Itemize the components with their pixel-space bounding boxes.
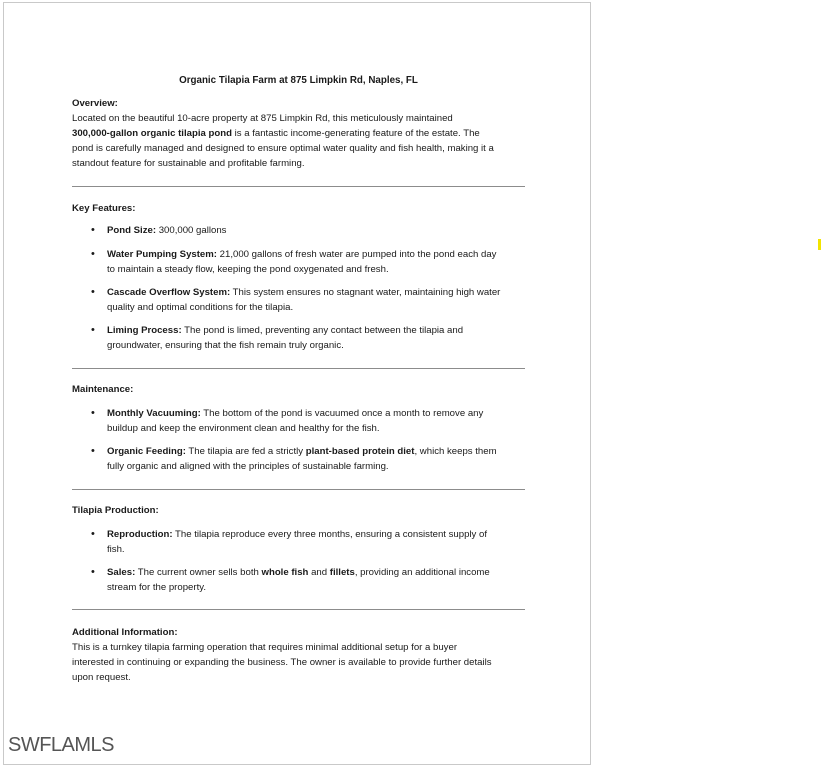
key-features-heading: Key Features: [72,203,136,214]
feature-liming-process: Liming Process: The pond is limed, preventing any contact between the tilapia and groundwater, ensuring that the fish remain truly organic. [107,325,464,351]
maintenance-vacuuming: Monthly Vacuuming: The bottom of the pond is vacuumed once a month to remove any buildup and keep the environment clean and healthy for the fish. [107,408,484,434]
bullet-marker: • [91,445,95,457]
maintenance-feeding: Organic Feeding: The tilapia are fed a strictly plant-based protein diet, which keeps them fully organic and aligned with the principles of sustainable farming. [107,446,497,472]
additional-line-2: interested in continuing or expanding the business. The owner is available to provide further details [72,657,492,668]
document-page [3,2,591,765]
feature-water-pumping: Water Pumping System: 21,000 gallons of fresh water are pumped into the pond each day to maintain a steady flow, keeping the pond oxygenated and fresh. [107,249,497,275]
feature-pond-size: Pond Size: 300,000 gallons [107,225,227,236]
additional-line-3: upon request. [72,672,131,683]
production-heading: Tilapia Production: [72,505,159,516]
production-sales: Sales: The current owner sells both whole fish and fillets, providing an additional income stream for the property. [107,567,490,593]
section-divider [72,186,525,187]
production-reproduction: Reproduction: The tilapia reproduce every three months, ensuring a consistent supply of fish. [107,529,488,555]
overview-line-1: Located on the beautiful 10-acre property at 875 Limpkin Rd, this meticulously maintained [72,113,453,124]
maintenance-heading: Maintenance: [72,384,134,395]
text-cursor-marker [818,239,821,250]
bullet-marker: • [91,248,95,260]
feature-cascade-overflow: Cascade Overflow System: This system ensures no stagnant water, maintaining high water quality and optimal conditions for the tilapia. [107,287,501,313]
section-divider [72,609,525,610]
document-title: Organic Tilapia Farm at 875 Limpkin Rd, Naples, FL [179,75,418,86]
bullet-marker: • [91,286,95,298]
overview-line-4: standout feature for sustainable and profitable farming. [72,158,305,169]
bullet-marker: • [91,324,95,336]
bullet-marker: • [91,566,95,578]
pond-size-emphasis: 300,000-gallon organic tilapia pond [72,128,232,139]
additional-line-1: This is a turnkey tilapia farming operation that requires minimal additional setup for a buyer [72,642,458,653]
overview-line-2: 300,000-gallon organic tilapia pond is a fantastic income-generating feature of the estate. The [72,128,480,139]
bullet-marker: • [91,407,95,419]
additional-info-heading: Additional Information: [72,627,178,638]
mls-watermark: SWFLAMLS [8,734,115,756]
bullet-marker: • [91,224,95,236]
bullet-marker: • [91,528,95,540]
section-divider [72,489,525,490]
section-divider [72,368,525,369]
overview-line-3: pond is carefully managed and designed to ensure optimal water quality and fish health, making it a [72,143,494,154]
overview-heading: Overview: [72,98,118,109]
